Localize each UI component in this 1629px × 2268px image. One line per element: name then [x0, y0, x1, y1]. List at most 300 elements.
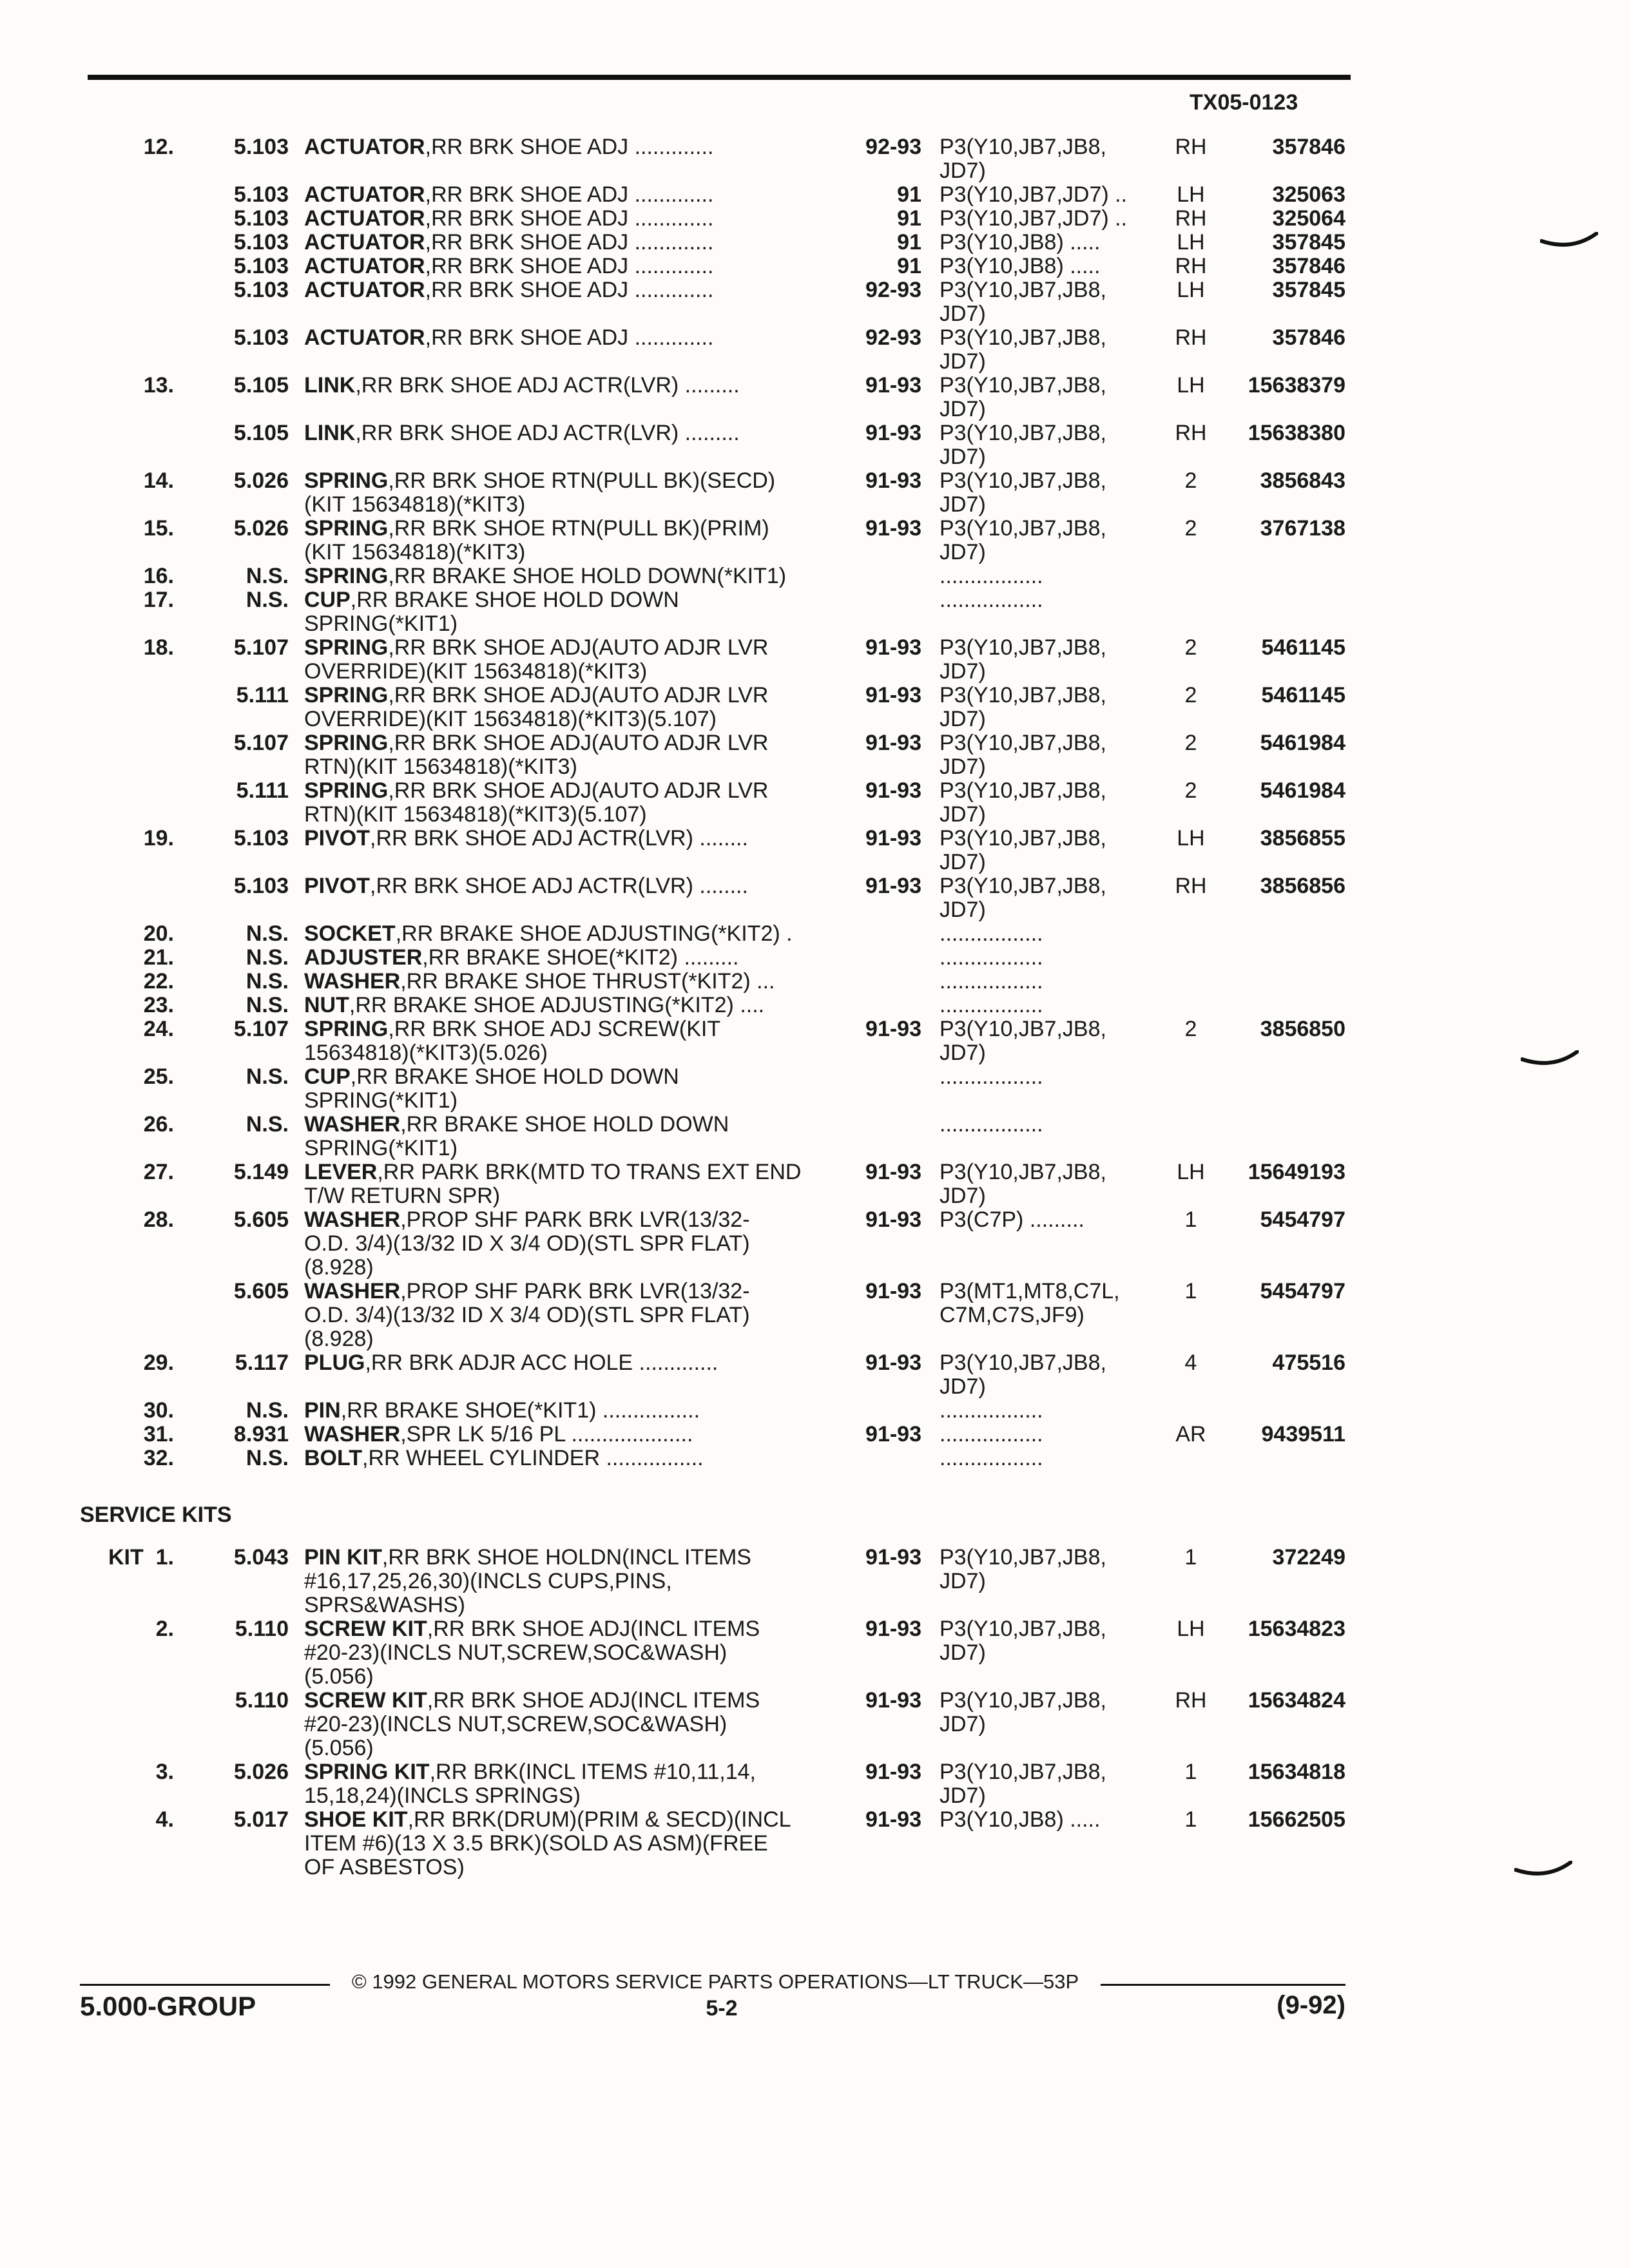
- model-years: 91-93: [865, 373, 921, 398]
- part-name: WASHER: [304, 1112, 401, 1137]
- description-text: ,RR BRAKE SHOE HOLD DOWN: [350, 588, 679, 612]
- description-line: [304, 207, 849, 231]
- table-row: [0, 1280, 1629, 1351]
- description-text: (KIT 15634818)(*KIT3): [304, 492, 526, 517]
- part-number: 5461145: [1261, 683, 1345, 707]
- model-line: .................: [940, 993, 1043, 1017]
- part-description: [304, 207, 849, 231]
- description-line: [304, 1546, 849, 1570]
- description-text: ,RR BRAKE SHOE ADJUSTING(*KIT2) ....: [349, 993, 765, 1017]
- part-name: ACTUATOR: [304, 325, 425, 350]
- model-line: P3(Y10,JB7,JB8,: [940, 421, 1106, 445]
- model-line: JD7): [940, 159, 986, 183]
- model-line: JD7): [940, 349, 986, 374]
- quantity-or-side: LH: [1177, 182, 1205, 207]
- part-number: 9439511: [1261, 1422, 1345, 1446]
- part-number: 15634824: [1248, 1688, 1345, 1713]
- part-number: 3856855: [1260, 826, 1345, 850]
- model-line: JD7): [940, 754, 986, 779]
- table-row: [0, 135, 1629, 183]
- part-number: 15638380: [1248, 421, 1345, 445]
- model-line: JD7): [940, 445, 986, 469]
- table-row: [0, 1351, 1629, 1399]
- description-line: [304, 255, 849, 278]
- group-code: 5.605: [233, 1279, 289, 1303]
- description-text: SPRING(*KIT1): [304, 1088, 458, 1113]
- part-description: [304, 1808, 849, 1879]
- document-code: TX05-0123: [1190, 90, 1298, 115]
- model-line: P3(Y10,JB8) .....: [940, 1807, 1101, 1832]
- part-description: [304, 636, 849, 684]
- item-number: 14.: [143, 468, 174, 493]
- description-line: [304, 517, 849, 541]
- model-line: JD7): [940, 802, 986, 827]
- part-description: [304, 994, 849, 1017]
- description-line: [304, 1399, 849, 1423]
- footer-page-number: 5-2: [706, 1996, 738, 2021]
- description-text: ,RR BRAKE SHOE HOLD DOWN(*KIT1): [388, 564, 787, 588]
- part-name: SPRING: [304, 564, 389, 588]
- description-text: SPRING(*KIT1): [304, 1136, 458, 1160]
- model-line: P3(Y10,JB7,JB8,: [940, 516, 1106, 541]
- table-row: [0, 1617, 1629, 1689]
- description-text: ,PROP SHF PARK BRK LVR(13/32-: [400, 1279, 750, 1303]
- group-code: 5.026: [233, 516, 289, 541]
- description-text: ,RR BRK SHOE ADJ SCREW(KIT: [388, 1017, 721, 1041]
- part-name: ACTUATOR: [304, 278, 425, 302]
- model-line: P3(Y10,JB7,JB8,: [940, 1688, 1106, 1713]
- description-line: [304, 493, 849, 517]
- description-text: ,RR BRAKE SHOE THRUST(*KIT2) ...: [400, 969, 775, 994]
- part-name: LINK: [304, 421, 356, 445]
- model-line: .................: [940, 1422, 1043, 1446]
- part-name: ACTUATOR: [304, 230, 425, 255]
- quantity-or-side: RH: [1175, 325, 1207, 350]
- model-codes: [940, 469, 1165, 517]
- description-text: SPRS&WASHS): [304, 1593, 466, 1617]
- description-line: [304, 1208, 849, 1232]
- model-line: P3(Y10,JB7,JB8,: [940, 1760, 1106, 1784]
- group-code: N.S.: [246, 1446, 289, 1470]
- description-line: [304, 1423, 849, 1446]
- part-name: BOLT: [304, 1446, 363, 1470]
- group-code: 5.103: [233, 325, 289, 350]
- description-line: [304, 1137, 849, 1160]
- part-description: [304, 946, 849, 970]
- description-line: [304, 970, 849, 994]
- quantity-or-side: 1: [1184, 1207, 1197, 1232]
- quantity-or-side: RH: [1175, 254, 1207, 278]
- description-line: [304, 803, 849, 827]
- part-name: SCREW KIT: [304, 1617, 427, 1641]
- group-code: 5.103: [233, 826, 289, 850]
- group-code: N.S.: [246, 1064, 289, 1089]
- description-line: [304, 731, 849, 755]
- quantity-or-side: 4: [1184, 1350, 1197, 1375]
- description-line: [304, 755, 849, 779]
- item-number: 27.: [143, 1160, 174, 1184]
- description-text: ITEM #6)(13 X 3.5 BRK)(SOLD AS ASM)(FREE: [304, 1831, 768, 1856]
- model-years: 91-93: [865, 1017, 921, 1041]
- model-codes: [940, 278, 1165, 326]
- description-line: [304, 684, 849, 707]
- table-row: [0, 564, 1629, 588]
- description-text: ,RR BRK SHOE ADJ .............: [425, 254, 714, 278]
- description-line: [304, 588, 849, 612]
- part-description: [304, 255, 849, 278]
- part-number: 5461145: [1261, 635, 1345, 660]
- model-line: P3(Y10,JB7,JB8,: [940, 826, 1106, 850]
- model-codes: [940, 207, 1165, 231]
- model-years: 91: [897, 254, 921, 278]
- group-code: 5.103: [233, 874, 289, 898]
- item-number: 16.: [143, 564, 174, 588]
- quantity-or-side: 2: [1184, 683, 1197, 707]
- part-name: WASHER: [304, 1279, 401, 1303]
- group-code: 5.026: [233, 1760, 289, 1784]
- part-description: [304, 1760, 849, 1808]
- table-row: [0, 469, 1629, 517]
- model-years: 92-93: [865, 135, 921, 159]
- description-line: [304, 1856, 849, 1879]
- description-line: [304, 1570, 849, 1593]
- part-number: 357846: [1272, 325, 1345, 350]
- table-row: [0, 1423, 1629, 1446]
- description-text: ,RR BRK SHOE ADJ(INCL ITEMS: [427, 1688, 760, 1713]
- quantity-or-side: LH: [1177, 373, 1205, 398]
- model-codes: [940, 1808, 1165, 1832]
- group-code: N.S.: [246, 969, 289, 994]
- part-name: SPRING: [304, 1017, 389, 1041]
- model-line: JD7): [940, 302, 986, 326]
- model-line: .................: [940, 564, 1043, 588]
- item-number: 21.: [143, 945, 174, 970]
- model-line: P3(C7P) .........: [940, 1207, 1084, 1232]
- description-text: (8.928): [304, 1327, 374, 1351]
- part-description: [304, 922, 849, 946]
- model-years: 91-93: [865, 731, 921, 755]
- description-text: ,RR BRK SHOE ADJ(AUTO ADJR LVR: [388, 731, 769, 755]
- model-line: P3(Y10,JB7,JB8,: [940, 135, 1106, 159]
- part-description: [304, 1399, 849, 1423]
- description-text: #20-23)(INCLS NUT,SCREW,SOC&WASH): [304, 1640, 728, 1665]
- model-codes: [940, 684, 1165, 731]
- part-description: [304, 1351, 849, 1375]
- description-line: [304, 922, 849, 946]
- group-code: 5.103: [233, 254, 289, 278]
- model-codes: [940, 1113, 1165, 1137]
- group-code: 5.117: [235, 1350, 289, 1375]
- model-line: JD7): [940, 540, 986, 564]
- part-name: ADJUSTER: [304, 945, 423, 970]
- model-codes: [940, 564, 1165, 588]
- part-name: SPRING KIT: [304, 1760, 430, 1784]
- group-code: 5.103: [233, 230, 289, 255]
- footer-rule-right: [1101, 1984, 1345, 1986]
- description-text: ,RR BRK SHOE RTN(PULL BK)(SECD): [388, 468, 776, 493]
- model-codes: [940, 1351, 1165, 1399]
- model-line: P3(Y10,JB8) .....: [940, 254, 1101, 278]
- quantity-or-side: 2: [1184, 468, 1197, 493]
- description-text: 15634818)(*KIT3)(5.026): [304, 1041, 548, 1065]
- description-text: T/W RETURN SPR): [304, 1184, 501, 1208]
- description-text: ,SPR LK 5/16 PL ....................: [400, 1422, 693, 1446]
- group-code: 5.103: [233, 206, 289, 231]
- model-line: .................: [940, 1064, 1043, 1089]
- model-codes: [940, 1065, 1165, 1089]
- group-code: 5.110: [235, 1617, 289, 1641]
- model-line: JD7): [940, 659, 986, 684]
- description-line: [304, 231, 849, 255]
- model-line: P3(Y10,JB7,JD7) ..: [940, 206, 1128, 231]
- item-number: KIT 1.: [108, 1545, 174, 1570]
- part-number: 5454797: [1260, 1207, 1345, 1232]
- model-years: 92-93: [865, 325, 921, 350]
- margin-mark-icon: [1540, 232, 1598, 251]
- model-line: .................: [940, 1398, 1043, 1423]
- quantity-or-side: 1: [1184, 1760, 1197, 1784]
- description-line: [304, 326, 849, 350]
- item-number: 15.: [143, 516, 174, 541]
- description-text: 15,18,24)(INCLS SPRINGS): [304, 1783, 581, 1808]
- part-description: [304, 183, 849, 207]
- description-line: [304, 1665, 849, 1689]
- description-text: O.D. 3/4)(13/32 ID X 3/4 OD)(STL SPR FLAT): [304, 1231, 750, 1256]
- item-number: 2.: [155, 1617, 174, 1641]
- part-description: [304, 1160, 849, 1208]
- description-line: [304, 707, 849, 731]
- quantity-or-side: LH: [1177, 278, 1205, 302]
- part-description: [304, 970, 849, 994]
- description-text: ,RR BRK SHOE RTN(PULL BK)(PRIM): [388, 516, 769, 541]
- description-text: ,RR WHEEL CYLINDER ................: [362, 1446, 704, 1470]
- part-name: SHOE KIT: [304, 1807, 408, 1832]
- part-description: [304, 588, 849, 636]
- description-line: [304, 1641, 849, 1665]
- description-line: [304, 1017, 849, 1041]
- group-code: 5.103: [233, 135, 289, 159]
- part-name: CUP: [304, 588, 351, 612]
- table-row: [0, 231, 1629, 255]
- model-years: 91-93: [865, 516, 921, 541]
- description-line: [304, 278, 849, 302]
- part-number: 357845: [1272, 230, 1345, 255]
- description-line: [304, 1280, 849, 1303]
- model-line: C7M,C7S,JF9): [940, 1303, 1084, 1327]
- model-codes: [940, 326, 1165, 374]
- table-row: [0, 183, 1629, 207]
- model-line: JD7): [940, 397, 986, 421]
- model-codes: [940, 1423, 1165, 1446]
- description-line: [304, 1736, 849, 1760]
- model-codes: [940, 1689, 1165, 1736]
- quantity-or-side: RH: [1175, 421, 1207, 445]
- item-number: 26.: [143, 1112, 174, 1137]
- part-number: 15662505: [1248, 1807, 1345, 1832]
- group-code: 5.105: [233, 373, 289, 398]
- description-text: O.D. 3/4)(13/32 ID X 3/4 OD)(STL SPR FLAT): [304, 1303, 750, 1327]
- item-number: 18.: [143, 635, 174, 660]
- part-name: ACTUATOR: [304, 254, 425, 278]
- part-number: 15638379: [1248, 373, 1345, 398]
- model-line: JD7): [940, 492, 986, 517]
- description-line: [304, 1184, 849, 1208]
- model-years: 91-93: [865, 1760, 921, 1784]
- part-number: 357846: [1272, 254, 1345, 278]
- table-row: [0, 278, 1629, 326]
- model-years: 91-93: [865, 421, 921, 445]
- part-name: PIVOT: [304, 874, 371, 898]
- model-line: .................: [940, 1446, 1043, 1470]
- description-line: [304, 1760, 849, 1784]
- part-description: [304, 1113, 849, 1160]
- table-row: [0, 1446, 1629, 1470]
- description-text: ,RR BRK SHOE ADJ(AUTO ADJR LVR: [388, 635, 769, 660]
- table-row: [0, 827, 1629, 874]
- description-text: ,RR BRAKE SHOE(*KIT2) .........: [422, 945, 739, 970]
- group-code: 5.111: [236, 778, 289, 803]
- model-line: P3(Y10,JB7,JB8,: [940, 635, 1106, 660]
- description-line: [304, 1113, 849, 1137]
- part-number: 372249: [1272, 1545, 1345, 1570]
- table-row: [0, 946, 1629, 970]
- description-text: RTN)(KIT 15634818)(*KIT3): [304, 754, 577, 779]
- model-codes: [940, 1399, 1165, 1423]
- model-line: P3(Y10,JB7,JB8,: [940, 1350, 1106, 1375]
- part-description: [304, 135, 849, 159]
- model-years: 91-93: [865, 683, 921, 707]
- model-codes: [940, 1446, 1165, 1470]
- model-line: JD7): [940, 1374, 986, 1399]
- description-line: [304, 374, 849, 398]
- description-line: [304, 541, 849, 564]
- quantity-or-side: 1: [1184, 1545, 1197, 1570]
- part-number: 15634823: [1248, 1617, 1345, 1641]
- group-code: N.S.: [246, 921, 289, 946]
- part-description: [304, 421, 849, 445]
- quantity-or-side: LH: [1177, 826, 1205, 850]
- part-number: 15649193: [1248, 1160, 1345, 1184]
- group-code: 5.103: [233, 278, 289, 302]
- model-line: P3(Y10,JB7,JB8,: [940, 1545, 1106, 1570]
- item-number: 22.: [143, 969, 174, 994]
- part-description: [304, 1280, 849, 1351]
- model-years: 91-93: [865, 1422, 921, 1446]
- model-line: P3(Y10,JB7,JB8,: [940, 278, 1106, 302]
- quantity-or-side: LH: [1177, 1617, 1205, 1641]
- model-line: P3(Y10,JB7,JB8,: [940, 468, 1106, 493]
- description-line: [304, 1446, 849, 1470]
- table-row: [0, 1546, 1629, 1617]
- group-code: 5.026: [233, 468, 289, 493]
- description-text: ,RR BRK SHOE ADJ ACTR(LVR) ........: [370, 874, 748, 898]
- model-line: .................: [940, 945, 1043, 970]
- part-number: 3767138: [1260, 516, 1345, 541]
- model-line: JD7): [940, 1712, 986, 1736]
- part-description: [304, 1208, 849, 1280]
- quantity-or-side: 2: [1184, 635, 1197, 660]
- item-number: 32.: [143, 1446, 174, 1470]
- model-years: 91: [897, 182, 921, 207]
- group-code: N.S.: [246, 945, 289, 970]
- part-description: [304, 684, 849, 731]
- part-number: 5454797: [1260, 1279, 1345, 1303]
- model-line: JD7): [940, 707, 986, 731]
- description-line: [304, 1232, 849, 1256]
- model-line: .................: [940, 588, 1043, 612]
- table-row: [0, 874, 1629, 922]
- part-name: SPRING: [304, 468, 389, 493]
- part-number: 3856850: [1260, 1017, 1345, 1041]
- margin-mark-icon: [1521, 1050, 1579, 1070]
- description-text: (5.056): [304, 1664, 374, 1689]
- part-number: 357845: [1272, 278, 1345, 302]
- part-description: [304, 1065, 849, 1113]
- description-text: ,RR BRAKE SHOE HOLD DOWN: [400, 1112, 729, 1137]
- description-line: [304, 660, 849, 684]
- part-name: ACTUATOR: [304, 135, 425, 159]
- part-number: 5461984: [1260, 778, 1345, 803]
- part-name: ACTUATOR: [304, 206, 425, 231]
- description-line: [304, 183, 849, 207]
- footer-group-label: 5.000-GROUP: [80, 1991, 256, 2021]
- description-line: [304, 421, 849, 445]
- part-description: [304, 469, 849, 517]
- group-code: 5.107: [233, 1017, 289, 1041]
- table-row: [0, 1017, 1629, 1065]
- model-line: P3(Y10,JB8) .....: [940, 230, 1101, 255]
- model-years: 91-93: [865, 1617, 921, 1641]
- part-description: [304, 874, 849, 898]
- model-line: .................: [940, 969, 1043, 994]
- part-name: WASHER: [304, 969, 401, 994]
- table-row: [0, 374, 1629, 421]
- description-text: (KIT 15634818)(*KIT3): [304, 540, 526, 564]
- group-code: N.S.: [246, 1398, 289, 1423]
- model-line: JD7): [940, 850, 986, 874]
- quantity-or-side: 2: [1184, 1017, 1197, 1041]
- group-code: 5.110: [235, 1688, 289, 1713]
- description-text: ,RR BRK SHOE ADJ .............: [425, 182, 714, 207]
- section-heading: SERVICE KITS: [80, 1503, 232, 1527]
- group-code: 5.017: [233, 1807, 289, 1832]
- model-line: P3(MT1,MT8,C7L,: [940, 1279, 1120, 1303]
- table-row: [0, 1399, 1629, 1423]
- part-name: PIN: [304, 1398, 341, 1423]
- model-codes: [940, 588, 1165, 612]
- description-line: [304, 469, 849, 493]
- table-row: [0, 517, 1629, 564]
- description-text: ,PROP SHF PARK BRK LVR(13/32-: [400, 1207, 750, 1232]
- model-line: P3(Y10,JB7,JB8,: [940, 1160, 1106, 1184]
- part-name: SPRING: [304, 731, 389, 755]
- model-codes: [940, 255, 1165, 278]
- part-description: [304, 278, 849, 302]
- model-codes: [940, 946, 1165, 970]
- model-years: 91-93: [865, 1160, 921, 1184]
- group-code: N.S.: [246, 993, 289, 1017]
- part-name: ACTUATOR: [304, 182, 425, 207]
- model-line: P3(Y10,JB7,JB8,: [940, 778, 1106, 803]
- description-text: ,RR BRK(INCL ITEMS #10,11,14,: [429, 1760, 756, 1784]
- quantity-or-side: RH: [1175, 1688, 1207, 1713]
- description-text: ,RR BRK SHOE ADJ(AUTO ADJR LVR: [388, 683, 769, 707]
- model-codes: [940, 1017, 1165, 1065]
- table-row: [0, 731, 1629, 779]
- model-codes: [940, 1280, 1165, 1327]
- top-rule: [88, 75, 1351, 80]
- quantity-or-side: RH: [1175, 135, 1207, 159]
